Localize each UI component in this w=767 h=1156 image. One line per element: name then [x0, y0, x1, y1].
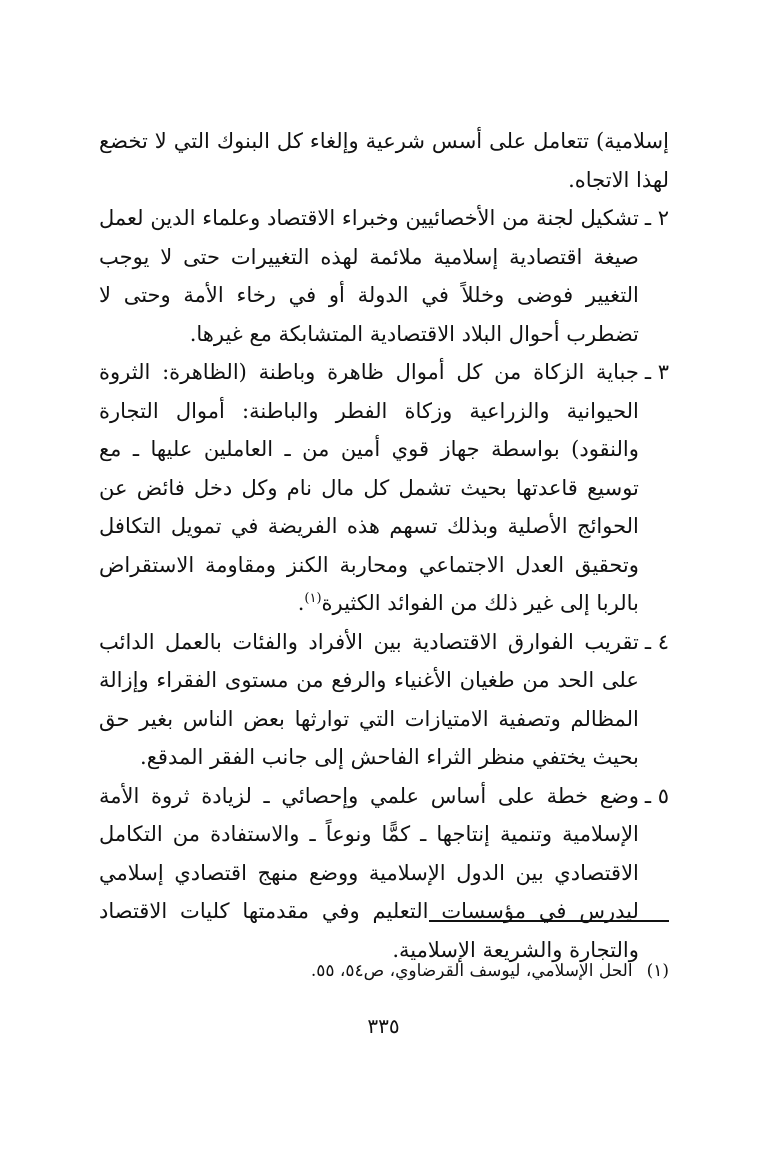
list-item-text: وضع خطة على أساس علمي وإحصائي ـ لزيادة ثروة الأمة الإسلامية وتنمية إنتاجها ـ كمًّا ونوعاً ـ والاستفادة من التكامل الاقتصادي بين الدول الإسلامية ووضع منهج اقتصادي إسلامي ليدرس في مؤسسات التعليم وفي مقدمتها كليات الاقتصاد والتجارة والشريعة الإسلامية.: [99, 783, 639, 962]
list-item-4: [99, 623, 669, 777]
page-number: ٣٣٥: [367, 1014, 400, 1038]
list-item-2: [99, 199, 669, 353]
list-item-number: ٢ ـ: [644, 206, 669, 230]
footnote: [99, 958, 669, 984]
footnote-divider: [429, 920, 669, 922]
list-item-text: تشكيل لجنة من الأخصائيين وخبراء الاقتصاد وعلماء الدين لعمل صيغة اقتصادية إسلامية ملائمة لهذه التغييرات حتى لا يوجب التغيير فوضى وخللاً في الدولة أو في رخاء الأمة وحتى لا تضطرب أحوال البلاد الاقتصادية المتشابكة مع غيرها.: [99, 206, 639, 346]
list-item-number: ٥ ـ: [644, 783, 669, 808]
list-item-text: تقريب الفوارق الاقتصادية بين الأفراد والفئات بالعمل الدائب على الحد من طغيان الأغنياء والرفع من مستوى الفقراء وإزالة المظالم وتصفية الامتيازات التي توارثها بعض الناس بغير حق بحيث يختفي منظر الثراء الفاحش إلى جانب الفقر المدقع.: [99, 629, 639, 769]
list-item-text: جباية الزكاة من كل أموال ظاهرة وباطنة (الظاهرة: الثروة الحيوانية والزراعية وزكاة الفطر والباطنة: أموال التجارة والنقود) بواسطة جهاز قوي أمين من ـ العاملين عليها ـ مع توسيع قاعدتها بحيث تشمل كل مال نام وكل دخل فائض عن الحوائج الأصلية وبذلك تسهم هذه الفريضة في تمويل التكافل وتحقيق العدل الاجتماعي ومحاربة الكنز ومقاومة الاستقراض بالربا إلى غير ذلك من الفوائد الكثيرة: [99, 360, 639, 615]
list-item-5: [99, 777, 669, 970]
intro-paragraph: إسلامية) تتعامل على أسس شرعية وإلغاء كل البنوك التي لا تخضع لهذا الاتجاه.: [99, 129, 669, 192]
list-item-text-wrapper: [99, 353, 639, 623]
footnote-number: (١): [646, 961, 669, 981]
list-item-number: ٤ ـ: [644, 629, 669, 654]
main-text: [99, 122, 669, 969]
list-item-number: ٣ ـ: [644, 360, 669, 384]
list-item-text-end: .: [297, 591, 305, 615]
list-item-3: [99, 353, 669, 623]
footnote-text: الحل الإسلامي، ليوسف القرضاوي، ص٥٤، ٥٥.: [310, 961, 633, 981]
footnote-reference[interactable]: (١): [304, 591, 322, 606]
